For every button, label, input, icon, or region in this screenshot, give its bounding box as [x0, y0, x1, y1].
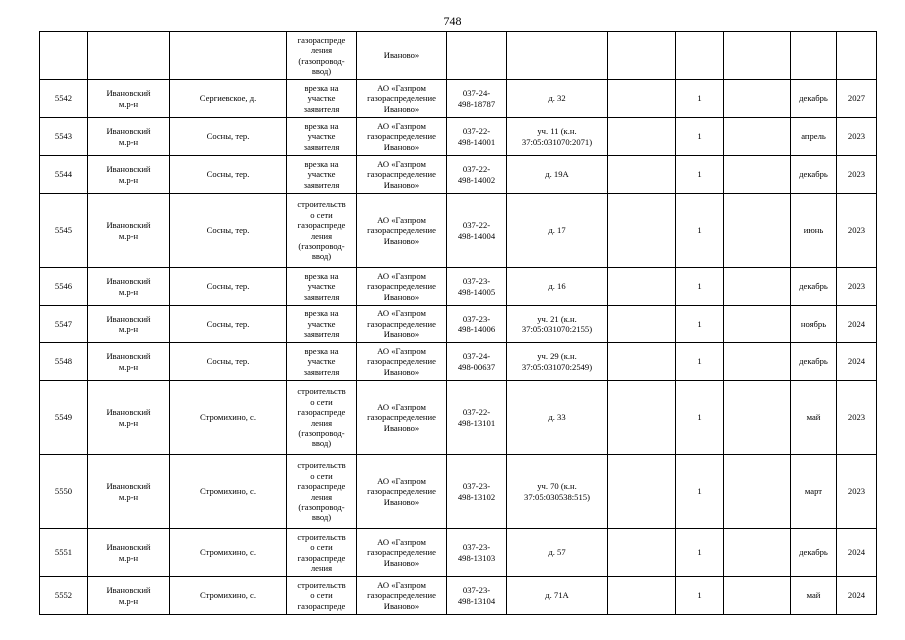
locality-cell-text: Сосны, тер. [206, 131, 250, 142]
quantity-cell [676, 343, 724, 381]
quantity-cell-text: 1 [697, 356, 702, 367]
locality-cell-text: Сосны, тер. [206, 169, 250, 180]
organization-cell-text: Иваново» [383, 50, 420, 61]
locality-cell-text: Сосны, тер. [206, 318, 250, 329]
table-row [40, 194, 877, 268]
work-type-cell [287, 80, 357, 118]
application-code-cell-text: 037-24- 498-00637 [457, 351, 496, 372]
quantity-cell [676, 118, 724, 156]
address-cell [507, 118, 608, 156]
quantity-cell-text: 1 [697, 486, 702, 497]
application-code-cell [447, 306, 507, 343]
district-cell-text: Ивановский м.р-н [106, 313, 151, 334]
work-type-cell-text: строительств о сети газораспреде ления (газопровод- ввод) [297, 460, 346, 523]
locality-cell-text: Сосны, тер. [206, 356, 250, 367]
address-cell-text: д. 16 [548, 281, 566, 292]
application-code-cell-text: 037-23- 498-13103 [457, 542, 496, 563]
year-cell-text: 2024 [847, 318, 866, 329]
work-type-cell-text: врезка на участке заявителя [303, 308, 340, 340]
address-cell-text: уч. 29 (к.н. 37:05:031070:2549) [521, 351, 593, 372]
work-type-cell [287, 306, 357, 343]
organization-cell [357, 194, 447, 268]
work-type-cell-text: врезка на участке заявителя [303, 120, 340, 152]
month-cell-text: декабрь [799, 281, 828, 292]
blank-cell [608, 343, 676, 381]
district-cell-text: Ивановский м.р-н [106, 481, 151, 502]
organization-cell [357, 156, 447, 194]
organization-cell [357, 118, 447, 156]
page-number: 748 [443, 14, 462, 28]
locality-cell [170, 343, 287, 381]
address-cell [507, 156, 608, 194]
quantity-cell-text: 1 [697, 131, 702, 142]
year-cell [837, 343, 877, 381]
blank-cell [608, 381, 676, 455]
organization-cell-text: АО «Газпром газораспределение Иваново» [367, 536, 436, 568]
blank-cell [608, 577, 676, 615]
application-code-cell-text: 037-23- 498-14006 [457, 313, 496, 334]
organization-cell-text: АО «Газпром газораспределение Иваново» [367, 120, 436, 152]
quantity-cell [676, 306, 724, 343]
locality-cell [170, 118, 287, 156]
district-cell [88, 194, 170, 268]
locality-cell-text: Стромихино, с. [200, 412, 256, 423]
application-code-cell-text: 037-23- 498-13102 [457, 481, 496, 502]
locality-cell [170, 306, 287, 343]
organization-cell-text: АО «Газпром газораспределение Иваново» [367, 345, 436, 377]
work-type-cell [287, 343, 357, 381]
month-cell [791, 32, 837, 80]
district-cell [88, 80, 170, 118]
blank-cell [608, 118, 676, 156]
month-cell [791, 80, 837, 118]
row-number-cell-text: 5552 [54, 590, 73, 601]
address-cell [507, 306, 608, 343]
address-cell [507, 455, 608, 529]
blank-cell-2 [724, 306, 791, 343]
application-code-cell-text: 037-22- 498-13101 [457, 407, 496, 428]
blank-cell-2 [724, 156, 791, 194]
address-cell [507, 268, 608, 306]
year-cell [837, 194, 877, 268]
month-cell-text: март [804, 486, 823, 497]
month-cell [791, 156, 837, 194]
work-type-cell-text: строительств о сети газораспреде ления (газопровод- ввод) [297, 386, 346, 449]
quantity-cell [676, 32, 724, 80]
row-number-cell [40, 529, 88, 577]
row-number-cell [40, 577, 88, 615]
table-row [40, 32, 877, 80]
blank-cell [608, 455, 676, 529]
locality-cell-text: Сергиевское, д. [199, 93, 257, 104]
district-cell [88, 306, 170, 343]
row-number-cell-text: 5549 [54, 412, 73, 423]
quantity-cell [676, 194, 724, 268]
district-cell-text: Ивановский м.р-н [106, 220, 151, 241]
year-cell [837, 32, 877, 80]
blank-cell-2 [724, 577, 791, 615]
year-cell-text: 2023 [847, 169, 866, 180]
district-cell [88, 268, 170, 306]
organization-cell [357, 529, 447, 577]
quantity-cell-text: 1 [697, 318, 702, 329]
work-type-cell [287, 577, 357, 615]
row-number-cell-text: 5551 [54, 547, 73, 558]
quantity-cell [676, 455, 724, 529]
quantity-cell [676, 381, 724, 455]
application-code-cell-text: 037-23- 498-13104 [457, 585, 496, 606]
locality-cell [170, 455, 287, 529]
organization-cell [357, 80, 447, 118]
row-number-cell [40, 32, 88, 80]
row-number-cell-text: 5550 [54, 486, 73, 497]
locality-cell [170, 194, 287, 268]
blank-cell-2 [724, 194, 791, 268]
district-cell [88, 381, 170, 455]
row-number-cell [40, 80, 88, 118]
address-cell [507, 194, 608, 268]
month-cell-text: декабрь [799, 93, 828, 104]
locality-cell [170, 268, 287, 306]
work-type-cell [287, 381, 357, 455]
row-number-cell-text: 5544 [54, 169, 73, 180]
blank-cell [608, 80, 676, 118]
application-code-cell [447, 156, 507, 194]
blank-cell [608, 156, 676, 194]
blank-cell-2 [724, 32, 791, 80]
application-code-cell [447, 80, 507, 118]
year-cell-text: 2024 [847, 590, 866, 601]
row-number-cell [40, 381, 88, 455]
organization-cell [357, 343, 447, 381]
organization-cell [357, 32, 447, 80]
month-cell [791, 118, 837, 156]
address-cell-text: д. 19А [545, 169, 569, 180]
row-number-cell [40, 156, 88, 194]
month-cell-text: декабрь [799, 356, 828, 367]
row-number-cell [40, 306, 88, 343]
row-number-cell [40, 268, 88, 306]
application-code-cell [447, 577, 507, 615]
year-cell-text: 2023 [847, 412, 866, 423]
quantity-cell-text: 1 [697, 547, 702, 558]
table-row [40, 118, 877, 156]
table-body [40, 32, 877, 615]
organization-cell [357, 268, 447, 306]
month-cell-text: ноябрь [800, 318, 827, 329]
table-row [40, 343, 877, 381]
blank-cell [608, 194, 676, 268]
application-code-cell-text: 037-23- 498-14005 [457, 276, 496, 297]
district-cell [88, 529, 170, 577]
year-cell [837, 306, 877, 343]
address-cell [507, 343, 608, 381]
year-cell-text: 2027 [847, 93, 866, 104]
quantity-cell-text: 1 [697, 169, 702, 180]
quantity-cell [676, 268, 724, 306]
quantity-cell [676, 80, 724, 118]
locality-cell-text: Сосны, тер. [206, 281, 250, 292]
row-number-cell-text: 5542 [54, 93, 73, 104]
row-number-cell-text: 5543 [54, 131, 73, 142]
work-type-cell-text: газораспреде ления (газопровод- ввод) [297, 34, 346, 76]
year-cell-text: 2023 [847, 131, 866, 142]
locality-cell-text: Сосны, тер. [206, 225, 250, 236]
district-cell-text: Ивановский м.р-н [106, 126, 151, 147]
locality-cell [170, 381, 287, 455]
work-type-cell [287, 455, 357, 529]
address-cell-text: д. 57 [548, 547, 566, 558]
district-cell-text: Ивановский м.р-н [106, 164, 151, 185]
application-code-cell-text: 037-22- 498-14002 [457, 164, 496, 185]
year-cell-text: 2023 [847, 281, 866, 292]
work-type-cell [287, 268, 357, 306]
quantity-cell [676, 529, 724, 577]
work-type-cell [287, 529, 357, 577]
month-cell [791, 577, 837, 615]
organization-cell [357, 381, 447, 455]
blank-cell [608, 529, 676, 577]
organization-cell-text: АО «Газпром газораспределение Иваново» [367, 308, 436, 340]
month-cell [791, 529, 837, 577]
organization-cell-text: АО «Газпром газораспределение Иваново» [367, 82, 436, 114]
year-cell-text: 2024 [847, 356, 866, 367]
table-row [40, 156, 877, 194]
address-cell-text: д. 17 [548, 225, 566, 236]
application-code-cell-text: 037-24- 498-18787 [457, 88, 496, 109]
application-code-cell [447, 529, 507, 577]
district-cell-text: Ивановский м.р-н [106, 585, 151, 606]
organization-cell-text: АО «Газпром газораспределение Иваново» [367, 579, 436, 611]
work-type-cell-text: врезка на участке заявителя [303, 270, 340, 302]
locality-cell [170, 32, 287, 80]
blank-cell-2 [724, 529, 791, 577]
address-cell-text: уч. 70 (к.н. 37:05:030538:515) [524, 481, 590, 502]
year-cell [837, 268, 877, 306]
work-type-cell [287, 118, 357, 156]
district-cell [88, 156, 170, 194]
work-type-cell [287, 32, 357, 80]
quantity-cell-text: 1 [697, 590, 702, 601]
month-cell-text: май [806, 412, 821, 423]
district-cell [88, 455, 170, 529]
table-row [40, 455, 877, 529]
row-number-cell [40, 118, 88, 156]
blank-cell-2 [724, 343, 791, 381]
work-type-cell-text: строительств о сети газораспреде [297, 579, 346, 611]
month-cell-text: декабрь [799, 169, 828, 180]
blank-cell [608, 32, 676, 80]
organization-cell [357, 577, 447, 615]
application-code-cell [447, 343, 507, 381]
table-row [40, 577, 877, 615]
month-cell [791, 381, 837, 455]
year-cell-text: 2023 [847, 486, 866, 497]
month-cell [791, 194, 837, 268]
organization-cell [357, 455, 447, 529]
district-cell [88, 577, 170, 615]
application-code-cell [447, 118, 507, 156]
table-row [40, 80, 877, 118]
quantity-cell-text: 1 [697, 93, 702, 104]
row-number-cell-text: 5545 [54, 225, 73, 236]
application-code-cell-text: 037-22- 498-14001 [457, 126, 496, 147]
address-cell-text: д. 71А [545, 590, 569, 601]
table-row [40, 306, 877, 343]
district-cell [88, 343, 170, 381]
locality-cell-text: Стромихино, с. [200, 590, 256, 601]
address-cell [507, 80, 608, 118]
row-number-cell-text: 5548 [54, 356, 73, 367]
district-cell-text: Ивановский м.р-н [106, 88, 151, 109]
organization-cell-text: АО «Газпром газораспределение Иваново» [367, 475, 436, 507]
locality-cell [170, 156, 287, 194]
row-number-cell-text: 5546 [54, 281, 73, 292]
row-number-cell [40, 194, 88, 268]
year-cell [837, 577, 877, 615]
district-cell-text: Ивановский м.р-н [106, 351, 151, 372]
locality-cell [170, 80, 287, 118]
quantity-cell-text: 1 [697, 225, 702, 236]
month-cell-text: апрель [801, 131, 826, 142]
table-row [40, 529, 877, 577]
year-cell-text: 2024 [847, 547, 866, 558]
application-code-cell [447, 455, 507, 529]
application-code-cell-text: 037-22- 498-14004 [457, 220, 496, 241]
year-cell [837, 529, 877, 577]
blank-cell-2 [724, 455, 791, 529]
organization-cell-text: АО «Газпром газораспределение Иваново» [367, 214, 436, 246]
quantity-cell-text: 1 [697, 412, 702, 423]
month-cell-text: июнь [803, 225, 824, 236]
work-type-cell-text: врезка на участке заявителя [303, 82, 340, 114]
address-cell [507, 529, 608, 577]
locality-cell [170, 529, 287, 577]
district-cell [88, 118, 170, 156]
application-code-cell [447, 381, 507, 455]
blank-cell [608, 306, 676, 343]
blank-cell-2 [724, 80, 791, 118]
address-cell [507, 577, 608, 615]
blank-cell [608, 268, 676, 306]
work-type-cell-text: врезка на участке заявителя [303, 158, 340, 190]
row-number-cell-text: 5547 [54, 318, 73, 329]
work-type-cell [287, 156, 357, 194]
organization-cell-text: АО «Газпром газораспределение Иваново» [367, 270, 436, 302]
month-cell-text: май [806, 590, 821, 601]
district-cell [88, 32, 170, 80]
blank-cell-2 [724, 381, 791, 455]
address-cell [507, 381, 608, 455]
district-cell-text: Ивановский м.р-н [106, 276, 151, 297]
year-cell [837, 80, 877, 118]
row-number-cell [40, 343, 88, 381]
organization-cell-text: АО «Газпром газораспределение Иваново» [367, 158, 436, 190]
month-cell [791, 268, 837, 306]
organization-cell-text: АО «Газпром газораспределение Иваново» [367, 401, 436, 433]
address-cell-text: уч. 21 (к.н. 37:05:031070:2155) [521, 313, 593, 334]
month-cell [791, 343, 837, 381]
month-cell-text: декабрь [799, 547, 828, 558]
address-cell-text: уч. 11 (к.н. 37:05:031070:2071) [521, 126, 593, 147]
gas-connection-table [39, 31, 877, 615]
month-cell [791, 455, 837, 529]
year-cell [837, 156, 877, 194]
address-cell-text: д. 33 [548, 412, 566, 423]
blank-cell-2 [724, 118, 791, 156]
application-code-cell [447, 268, 507, 306]
blank-cell-2 [724, 268, 791, 306]
work-type-cell-text: строительств о сети газораспреде ления (газопровод- ввод) [297, 199, 346, 262]
work-type-cell-text: врезка на участке заявителя [303, 345, 340, 377]
application-code-cell [447, 194, 507, 268]
address-cell [507, 32, 608, 80]
work-type-cell-text: строительств о сети газораспреде ления [297, 531, 346, 573]
year-cell-text: 2023 [847, 225, 866, 236]
locality-cell-text: Стромихино, с. [200, 547, 256, 558]
quantity-cell-text: 1 [697, 281, 702, 292]
year-cell [837, 118, 877, 156]
year-cell [837, 455, 877, 529]
year-cell [837, 381, 877, 455]
district-cell-text: Ивановский м.р-н [106, 542, 151, 563]
locality-cell [170, 577, 287, 615]
quantity-cell [676, 577, 724, 615]
row-number-cell [40, 455, 88, 529]
month-cell [791, 306, 837, 343]
district-cell-text: Ивановский м.р-н [106, 407, 151, 428]
locality-cell-text: Стромихино, с. [200, 486, 256, 497]
work-type-cell [287, 194, 357, 268]
table-row [40, 381, 877, 455]
organization-cell [357, 306, 447, 343]
quantity-cell [676, 156, 724, 194]
application-code-cell [447, 32, 507, 80]
table-row [40, 268, 877, 306]
address-cell-text: д. 32 [548, 93, 566, 104]
